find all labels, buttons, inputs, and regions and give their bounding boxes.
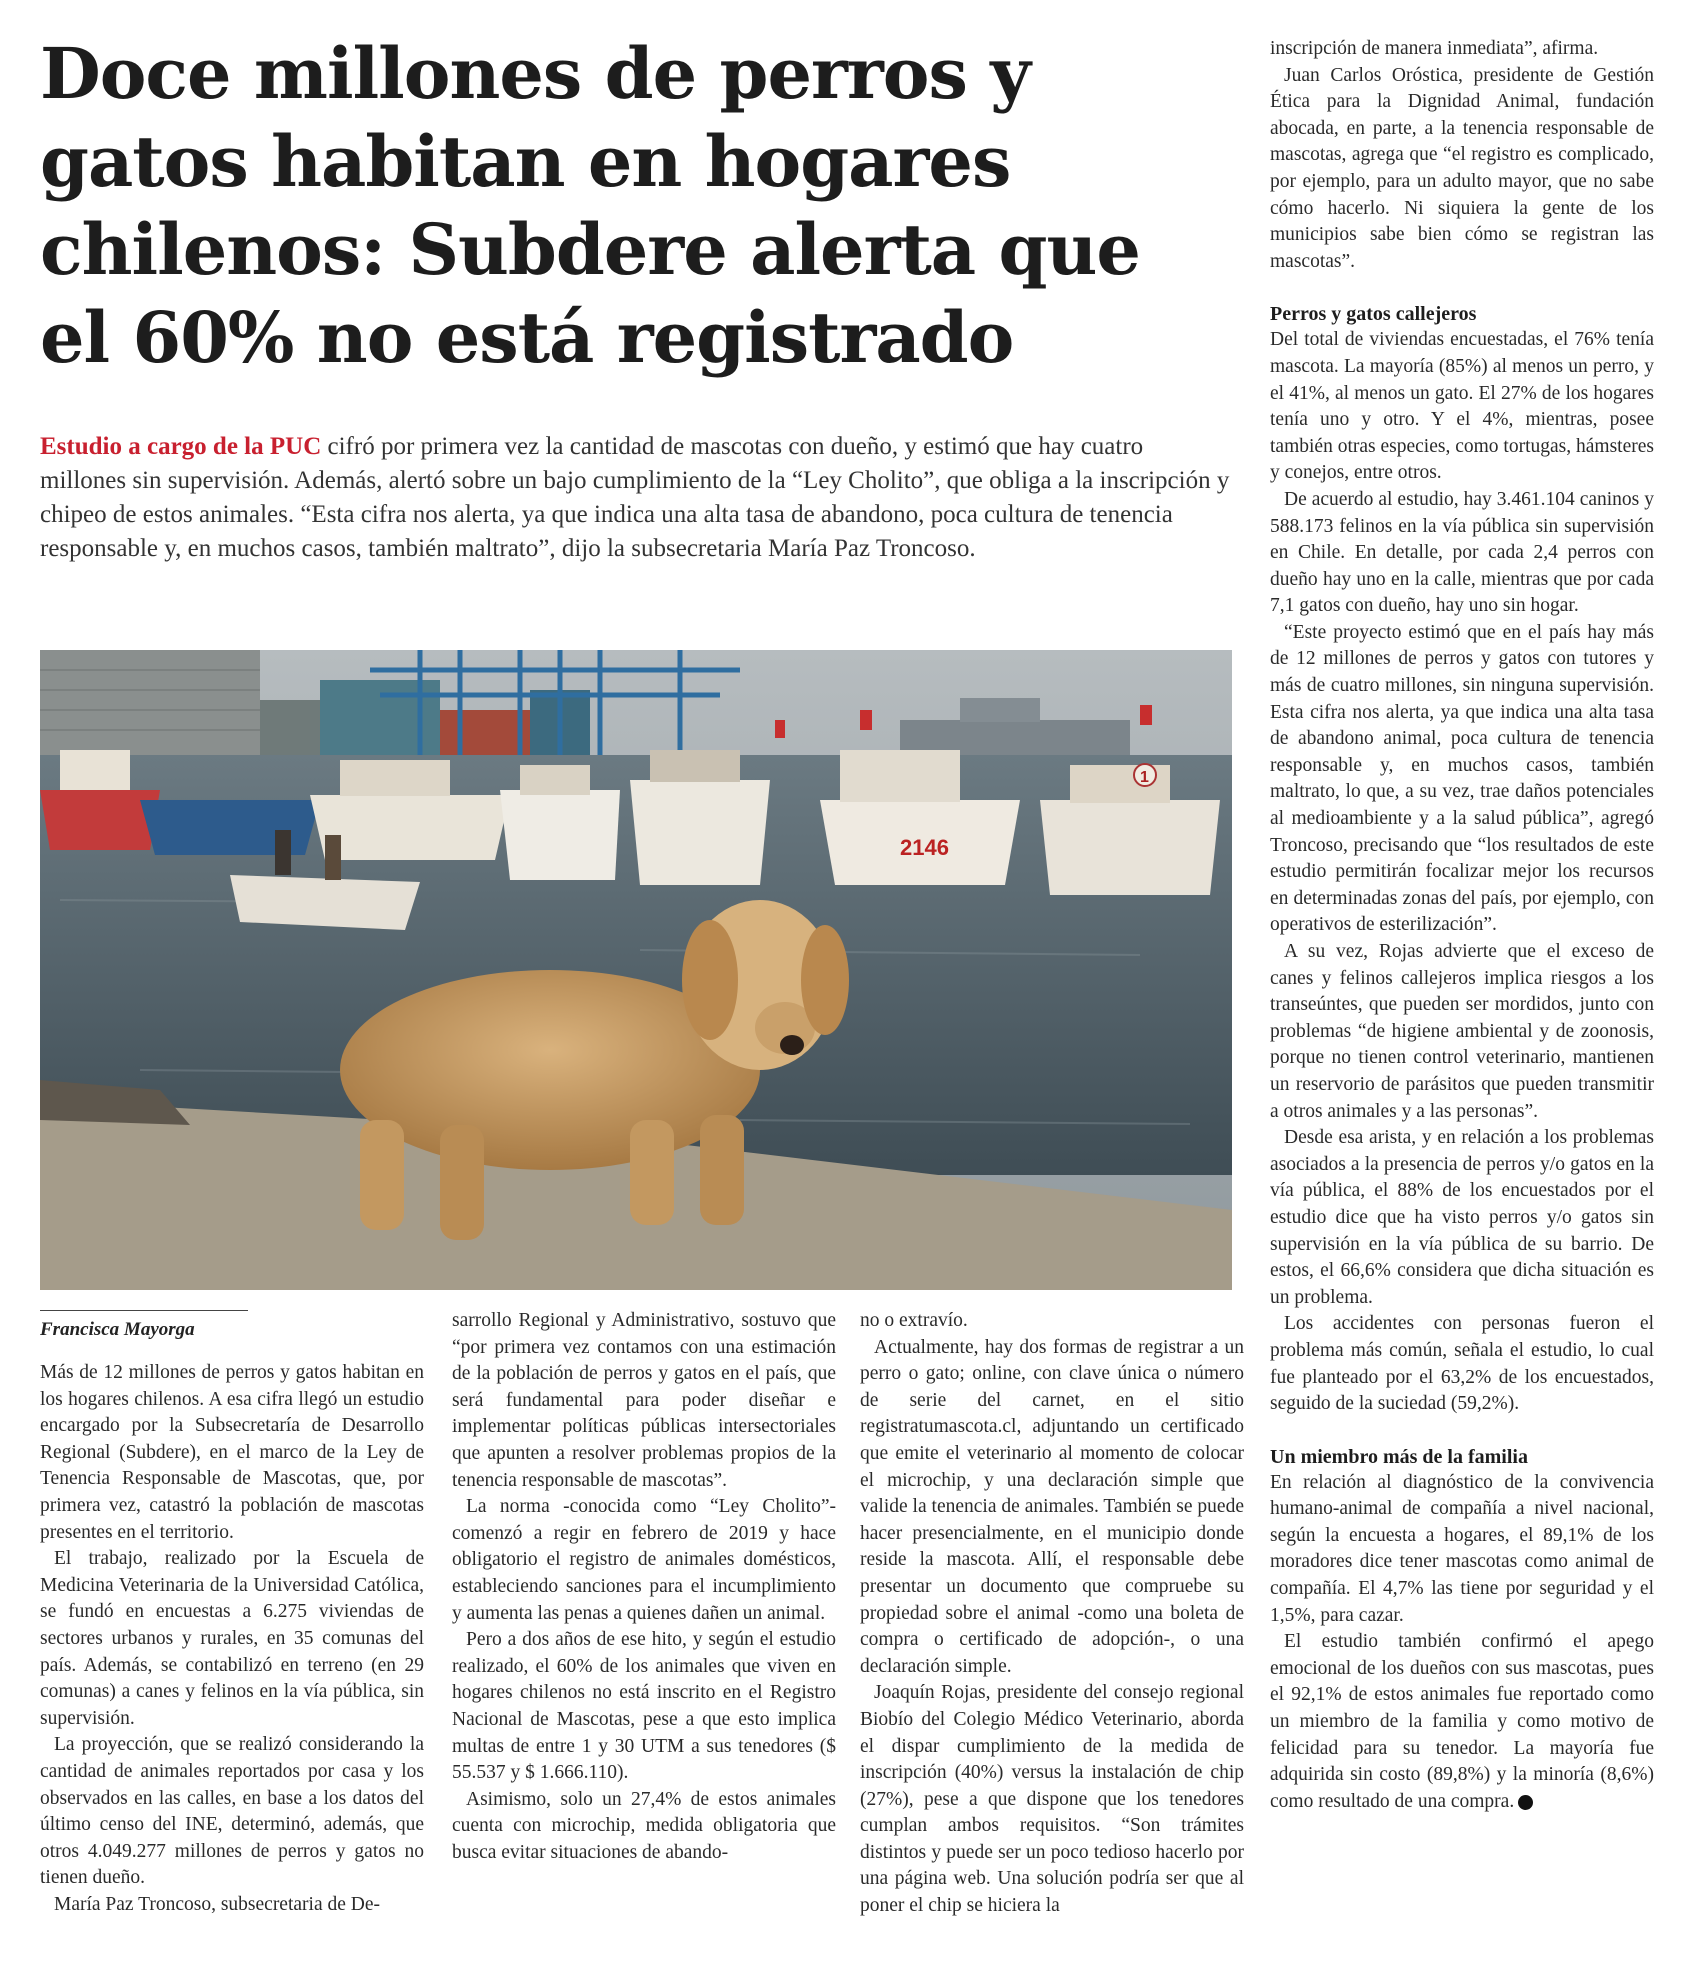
paragraph: Del total de viviendas encuestadas, el 76% tenía mascota. La mayoría (85%) al menos un perro, y el 41%, al menos un gato. El 27% de los hogares tenía uno y otro. Y el 4%, mientras, posee también otras especies, como tortugas, hámsteres y conejos, entre otros.: [1270, 329, 1654, 484]
subheading-family-member: Un miembro más de la familia: [1270, 1445, 1528, 1468]
paragraph: Asimismo, solo un 27,4% de estos animales cuenta con microchip, medida obligatoria que busca evitar situaciones de abando-: [452, 1788, 836, 1863]
lead-kicker: Estudio a cargo de la PUC: [40, 433, 322, 460]
column-1: [40, 1360, 424, 1918]
subheading-street-animals: Perros y gatos callejeros: [1270, 303, 1477, 326]
column-4: [1270, 36, 1654, 1815]
paragraph: El trabajo, realizado por la Escuela de Medicina Veterinaria de la Universidad Católica, se fundó en encuestas a 6.275 viviendas de sectores urbanos y rurales, en 35 comunas del país. Además, se contabilizó en terreno (en 29 comunas) a canes y felinos en la vía pública, sin supervisión.: [40, 1548, 424, 1729]
paragraph: “Este proyecto estimó que en el país hay más de 12 millones de perros y gatos con tutores y más de cuatro millones, sin ninguna supervisión. Esta cifra nos alerta, ya que indica una alta tasa de abandono animal, poca cultura de tenencia responsable y, en muchos casos, también maltrato, lo que, a su vez, trae daños potenciales al medioambiente y a la salud pública”, agregó Troncoso, precisando que “los resultados de este estudio permitirán focalizar mejor los recursos en determinadas zonas del país, por ejemplo, con operativos de esterilización”.: [1270, 621, 1654, 936]
harbor-dog-photo: [40, 650, 1232, 1290]
lead-text: cifró por primera vez la cantidad de mascotas con dueño, y estimó que hay cuatro millones sin supervisión. Además, alertó sobre un bajo cumplimiento de la “Ley Cholito”, que obliga a la inscripción y chipeo de estos animales. “Esta cifra nos alerta, ya que indica una alta tasa de abandono, poca cultura de tenencia responsable y, en muchos casos, también maltrato”, dijo la subsecretaria María Paz Troncoso.: [40, 433, 1230, 562]
paragraph: En relación al diagnóstico de la convivencia humano-animal de compañía a nivel nacional, según la encuesta a hogares, el 89,1% de los moradores dice tener mascotas como animal de compañía. El 4,7% las tiene por seguridad y el 1,5%, para cazar.: [1270, 1471, 1654, 1626]
paragraph: Joaquín Rojas, presidente del consejo regional Biobío del Colegio Médico Veterinario, aborda el dispar cumplimiento de la medida de inscripción (40%) versus la instalación de chip (27%), pese a que dispone que los tenedores cumplan ambos requisitos. “Son trámites distintos y puede ser un poco tedioso hacerlo por una página web. Una solución podría ser que al poner el chip se hiciera la: [860, 1682, 1244, 1917]
paragraph: A su vez, Rojas advierte que el exceso de canes y felinos callejeros implica riesgos a los transeúntes, que pueden ser mordidos, junto con problemas “de higiene ambiental y de zoonosis, porque no tienen control veterinario, mantienen un reservorio de parásitos que pueden transmitir a otros animales y a las personas”.: [1270, 941, 1654, 1122]
paragraph: inscripción de manera inmediata”, afirma.: [1270, 38, 1599, 59]
paragraph: La norma -conocida como “Ley Cholito”- comenzó a regir en febrero de 2019 y hace obligatorio el registro de animales domésticos, estableciendo sanciones para el incumplimiento y aumenta las penas a quienes dañen un animal.: [452, 1496, 836, 1624]
closing-text: El estudio también confirmó el apego emocional de los dueños con sus mascotas, pues el 92,1% de estos animales fue reportado como un miembro de la familia y como motivo de felicidad para su tenedor. La mayoría fue adquirida sin costo (89,8%) y la minoría (8,6%) como resultado de una compra.: [1270, 1631, 1654, 1812]
end-of-article-icon: [1518, 1795, 1533, 1810]
paragraph: Actualmente, hay dos formas de registrar a un perro o gato; online, con clave única o número de serie del carnet, en el sitio registratumascota.cl, adjuntando un certificado que emite el veterinario al momento de colocar el microchip, y una declaración simple que valide la tenencia de animales. También se puede hacer presencialmente, en el municipio donde reside la mascota. Allí, el responsable debe presentar un documento que compruebe su propiedad sobre el animal -como una boleta de compra o certificado de adopción-, o una declaración simple.: [860, 1336, 1244, 1677]
paragraph: [1270, 1629, 1654, 1815]
lead-paragraph: [40, 430, 1230, 566]
boat-number-1: 2146: [900, 835, 949, 860]
paragraph: Los accidentes con personas fueron el problema más común, señala el estudio, lo cual fue planteado por el 63,2% de los encuestados, seguido de la suciedad (59,2%).: [1270, 1313, 1654, 1415]
paragraph: Desde esa arista, y en relación a los problemas asociados a la presencia de perros y/o gatos en la vía pública, el 88% de los encuestados por el estudio dice que ha visto perros y/o gatos sin supervisión en la vía pública de su barrio. De estos, el 66,6% considera que dicha situación es un problema.: [1270, 1127, 1654, 1308]
paragraph: Más de 12 millones de perros y gatos habitan en los hogares chilenos. A esa cifra llegó un estudio encargado por la Subsecretaría de Desarrollo Regional (Subdere), en el marco de la Ley de Tenencia Responsable de Mascotas, que, por primera vez, catastró la población de mascotas presentes en el territorio.: [40, 1362, 424, 1543]
headline: Doce millones de perros y gatos habitan en hogares chilenos: Subdere alerta que el 60% no está registrado: [40, 32, 1140, 379]
byline: Francisca Mayorga: [40, 1310, 248, 1341]
paragraph: De acuerdo al estudio, hay 3.461.104 caninos y 588.173 felinos en la vía pública sin supervisión en Chile. En detalle, por cada 2,4 perros con dueño hay uno en la calle, mientras que por cada 7,1 gatos con dueño, hay uno sin hogar.: [1270, 488, 1654, 617]
column-2: [452, 1308, 836, 1866]
paragraph: María Paz Troncoso, subsecretaria de De-: [54, 1893, 380, 1915]
paragraph: La proyección, que se realizó considerando la cantidad de animales reportados por casa y los observados en las calles, en base a los datos del último censo del INE, determinó, además, que otros 4.049.277 millones de perros y gatos no tienen dueño.: [40, 1734, 424, 1889]
column-3: [860, 1308, 1244, 1920]
paragraph: no o extravío.: [860, 1310, 968, 1331]
paragraph: sarrollo Regional y Administrativo, sostuvo que “por primera vez contamos con una estimación de la población de perros y gatos en el país, que será fundamental para poder diseñar e implementar políticas públicas intersectoriales que apunten a resolver problemas propios de la tenencia responsable de mascotas”.: [452, 1310, 836, 1491]
boat-number-2: 1: [1140, 769, 1149, 786]
paragraph: Pero a dos años de ese hito, y según el estudio realizado, el 60% de los animales que viven en hogares chilenos no está inscrito en el Registro Nacional de Mascotas, pese a que esto implica multas de entre 1 y 30 UTM a sus tenedores ($ 55.537 y $ 1.666.110).: [452, 1629, 836, 1784]
paragraph: Juan Carlos Oróstica, presidente de Gestión Ética para la Dignidad Animal, fundación abocada, en parte, a la tenencia responsable de mascotas, agrega que “el registro es complicado, por ejemplo, para un adulto mayor, que no sabe cómo hacerlo. Ni siquiera la gente de los municipios sabe bien cómo se registran las mascotas”.: [1270, 64, 1654, 272]
